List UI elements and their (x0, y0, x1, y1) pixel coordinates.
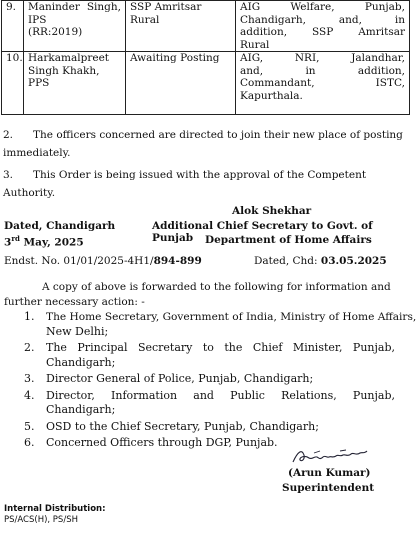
superintendent-name: (Arun Kumar) (288, 467, 371, 479)
serial-number: 9. (2, 1, 24, 52)
signatory-department: Department of Home Affairs (205, 234, 372, 246)
additional-charge-line: AIG, NRI, Jalandhar, (240, 52, 405, 64)
table-row (2, 52, 410, 115)
additional-charge-line: AIG Welfare, Punjab, (240, 1, 405, 13)
paragraph-line: 3. This Order is being issued with the approval of the Competent (3, 169, 367, 181)
officer-name-line: Singh Khakh, PPS (28, 64, 100, 89)
recipient-list (0, 310, 417, 453)
internal-distribution-text: PS/ACS(H), PS/SH (4, 515, 78, 525)
additional-charge-line: addition, SSP Amritsar (240, 26, 405, 38)
list-item: 3. Director General of Police, Punjab, Chandigarh; (24, 372, 314, 385)
endorsement-date: Dated, Chd: 03.05.2025 (254, 255, 387, 267)
posting-place: SSP Amritsar Rural (126, 1, 236, 52)
endorsement-number: Endst. No. 01/01/2025-4H1/894-899 (4, 255, 202, 267)
additional-charge-line: Commandant, ISTC, (240, 77, 405, 89)
copy-forwarded-text (4, 280, 409, 310)
paragraph-line: Authority. (3, 187, 56, 199)
dated-place: Dated, Chandigarh (4, 220, 116, 232)
list-item: 6. Concerned Officers through DGP, Punjab. (24, 436, 278, 449)
signatory-designation: Additional Chief Secretary to Govt. of Punjab (152, 220, 373, 244)
officer-name-line: Harkamalpreet (28, 52, 110, 64)
paragraph-approval (3, 166, 408, 202)
additional-charge-line: and, in addition, (240, 64, 405, 77)
signatory-name: Alok Shekhar (232, 205, 312, 217)
list-item: 5. OSD to the Chief Secretary, Punjab, Chandigarh; (24, 419, 319, 433)
officer-name-line: IPS (28, 13, 47, 26)
list-item: 4. Director, Information and Public Relations, Punjab, Chandigarh; (24, 388, 395, 416)
additional-charge-line: Rural (240, 38, 270, 51)
superintendent-designation: Superintendent (282, 482, 375, 494)
paragraph-line: 2. The officers concerned are directed to join their new place of posting (3, 129, 403, 141)
officer-name-line: (RR:2019) (28, 26, 83, 38)
table-row (2, 1, 410, 52)
paragraph-join-immediately (3, 126, 408, 162)
posting-place: Awaiting Posting (126, 52, 236, 115)
additional-charge-line: Kapurthala. (240, 89, 303, 102)
copy-line: further necessary action: - (4, 296, 145, 308)
additional-charge-line: Chandigarh, and, in (240, 13, 405, 26)
paragraph-line: immediately. (3, 147, 71, 159)
additional-charge (236, 1, 410, 52)
list-item: 2. The Principal Secretary to the Chief Minister, Punjab, Chandigarh; (24, 341, 395, 369)
serial-number: 10. (2, 52, 24, 115)
officer-name-line: Maninder Singh, (28, 1, 121, 13)
additional-charge (236, 52, 410, 115)
internal-distribution-heading: Internal Distribution: (4, 504, 106, 514)
copy-line: A copy of above is forwarded to the following for information and (42, 281, 391, 293)
signature-image (290, 445, 370, 469)
officer-name (24, 1, 126, 52)
order-date: 3rd May, 2025 (4, 234, 84, 249)
officer-name (24, 52, 126, 115)
list-item: 1. The Home Secretary, Government of India, Ministry of Home Affairs, New Delhi; (24, 310, 417, 338)
posting-table (1, 0, 410, 115)
